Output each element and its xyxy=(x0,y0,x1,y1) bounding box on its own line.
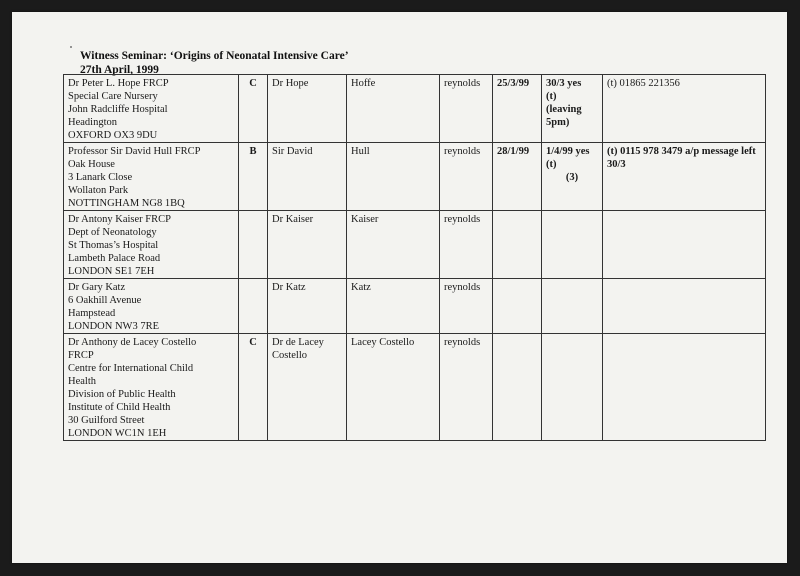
salutation-cell: Dr de Lacey Costello xyxy=(268,334,347,441)
table-row xyxy=(64,75,766,143)
sent-date-cell xyxy=(493,211,542,279)
sent-date-cell: 28/1/99 xyxy=(493,143,542,211)
category-cell xyxy=(239,211,268,279)
sent-date-cell xyxy=(493,334,542,441)
address-cell: Dr Peter L. Hope FRCP Special Care Nursery John Radcliffe Hospital Headington OXFORD OX3 9DU xyxy=(64,75,239,143)
notes-cell xyxy=(603,211,766,279)
address-cell: Dr Gary Katz 6 Oakhill Avenue Hampstead LONDON NW3 7RE xyxy=(64,279,239,334)
surname-cell: Hoffe xyxy=(347,75,440,143)
surname-cell: Katz xyxy=(347,279,440,334)
assigned-cell: reynolds xyxy=(440,334,493,441)
address-cell: Professor Sir David Hull FRCP Oak House 3 Lanark Close Wollaton Park NOTTINGHAM NG8 1BQ xyxy=(64,143,239,211)
assigned-cell: reynolds xyxy=(440,75,493,143)
category-cell: C xyxy=(239,334,268,441)
reply-cell xyxy=(542,279,603,334)
sent-date-cell: 25/3/99 xyxy=(493,75,542,143)
notes-cell: (t) 0115 978 3479 a/p message left 30/3 xyxy=(603,143,766,211)
salutation-cell: Dr Kaiser xyxy=(268,211,347,279)
surname-cell: Kaiser xyxy=(347,211,440,279)
table-row xyxy=(64,211,766,279)
table-row xyxy=(64,279,766,334)
reply-cell xyxy=(542,334,603,441)
salutation-cell: Dr Hope xyxy=(268,75,347,143)
notes-cell xyxy=(603,334,766,441)
salutation-cell: Sir David xyxy=(268,143,347,211)
invitee-table xyxy=(63,74,766,441)
category-cell xyxy=(239,279,268,334)
assigned-cell: reynolds xyxy=(440,143,493,211)
address-cell: Dr Anthony de Lacey Costello FRCP Centre for International Child Health Division of Public Health Institute of Child Health 30 Guilford Street LONDON WC1N 1EH xyxy=(64,334,239,441)
address-cell: Dr Antony Kaiser FRCP Dept of Neonatology St Thomas’s Hospital Lambeth Palace Road LONDON SE1 7EH xyxy=(64,211,239,279)
paper-mark xyxy=(70,46,72,48)
table-row xyxy=(64,334,766,441)
seminar-date: 27th April, 1999 xyxy=(80,64,159,76)
document-header xyxy=(80,49,349,77)
reply-cell xyxy=(542,211,603,279)
reply-cell: 1/4/99 yes (t) (3) xyxy=(542,143,603,211)
table-row xyxy=(64,143,766,211)
surname-cell: Lacey Costello xyxy=(347,334,440,441)
salutation-cell: Dr Katz xyxy=(268,279,347,334)
surname-cell: Hull xyxy=(347,143,440,211)
category-cell: C xyxy=(239,75,268,143)
seminar-title: Witness Seminar: ‘Origins of Neonatal Intensive Care’ xyxy=(80,50,349,62)
notes-cell: (t) 01865 221356 xyxy=(603,75,766,143)
category-cell: B xyxy=(239,143,268,211)
assigned-cell: reynolds xyxy=(440,279,493,334)
assigned-cell: reynolds xyxy=(440,211,493,279)
sent-date-cell xyxy=(493,279,542,334)
reply-cell: 30/3 yes (t) (leaving 5pm) xyxy=(542,75,603,143)
notes-cell xyxy=(603,279,766,334)
